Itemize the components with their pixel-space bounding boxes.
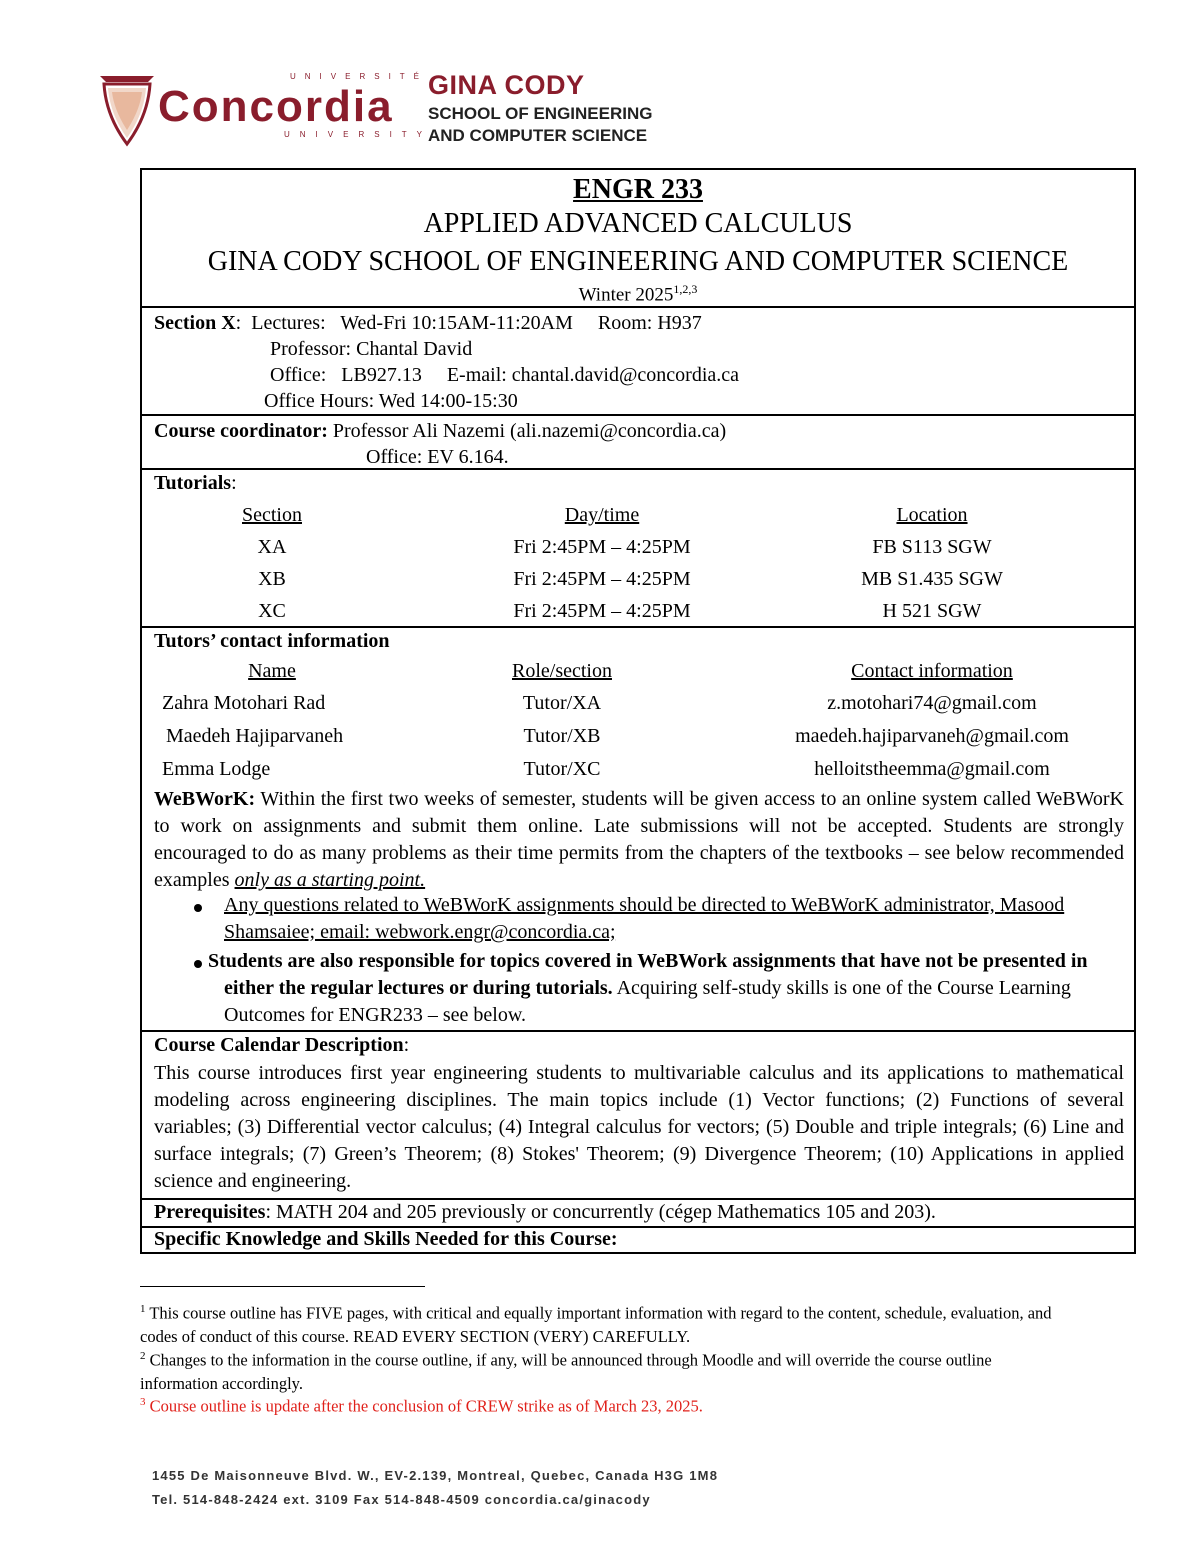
section-info [142, 306, 1134, 414]
tutor-name: Maedeh Hajiparvaneh [166, 725, 344, 747]
course-name: APPLIED ADVANCED CALCULUS [423, 208, 853, 239]
calendar-label: Course Calendar Description: [154, 1034, 410, 1056]
logo-school-line2: AND COMPUTER SCIENCE [428, 126, 648, 145]
tutor-role: Tutor/XB [523, 725, 601, 747]
footnote-divider [140, 1286, 425, 1287]
skills-needed [142, 1226, 1134, 1252]
tutorial-location: H 521 SGW [882, 600, 982, 622]
tutor-name: Zahra Motohari Rad [162, 692, 326, 714]
prerequisites-line: Prerequisites: MATH 204 and 205 previously or concurrently (cégep Mathematics 105 and 203). [154, 1201, 936, 1223]
logo-university: UNIVERSITY [284, 130, 433, 139]
webwork-admin-bullet[interactable]: Any questions related to WeBWorK assignments should be directed to WeBWorK administrator, Masood Shamsaiee; email: webwork.engr@concordia.ca; [224, 894, 1065, 943]
office-hours-line: Office Hours: Wed 14:00-15:30 [264, 390, 518, 412]
bullet-icon [194, 904, 202, 912]
tutors-header-contact: Contact information [851, 660, 1013, 682]
webwork-responsibility-bullet: Students are also responsible for topics covered in WeBWork assignments that have not be presented in either the regular lectures or during tutorials. Acquiring self-study skills is one of the Course Learning Outcomes for ENGR233 – see below. [208, 950, 1088, 1026]
page-header [98, 66, 698, 156]
logo-gina-cody: GINA CODY [428, 70, 585, 100]
term: Winter 2025$^{1,2,3}$ [578, 282, 698, 306]
term-footnote-refs: 1,2,3 [673, 282, 698, 296]
calendar-text: This course introduces first year engineering students to multivariable calculus and its applications to mathematical modeling across engineering disciplines. The main topics include (1) Vector functions; (2) Functions of several variables; (3) Differential vector calculus; (4) Integral calculus for vectors; (5) Double and triple integrals; (6) Line and surface integrals; (7) Green’s Theorem; (8) Stokes' Theorem; (9) Divergence Theorem; (10) Applications in applied science and engineering. [154, 1062, 1124, 1192]
tutorials-header-daytime: Day/time [564, 504, 640, 526]
title-block [142, 170, 1134, 306]
coordinator-line: Course coordinator: Professor Ali Nazemi (ali.nazemi@concordia.ca) [154, 420, 727, 442]
office-email-line: Office: LB927.13 E-mail: chantal.david@concordia.ca [270, 364, 740, 386]
skills-label: Specific Knowledge and Skills Needed for this Course: [154, 1228, 618, 1250]
course-outline-table [140, 168, 1136, 1254]
contact-line: Tel. 514-848-2424 ext. 3109 Fax 514-848-4509 concordia.ca/ginacody [152, 1492, 651, 1507]
tutorial-daytime: Fri 2:45PM – 4:25PM [513, 568, 691, 590]
tutor-name: Emma Lodge [162, 758, 271, 780]
coordinator-office: Office: EV 6.164. [366, 446, 509, 468]
footnote-1: $^1$ This course outline has FIVE pages, with critical and equally important information with regard to the content, schedule, evaluation, and codes of conduct of this course. READ EVERY SECTION (VERY) CAREFULLY. [140, 1303, 1052, 1346]
logo-concordia: Concordia [158, 82, 394, 131]
tutor-role: Tutor/XC [523, 758, 601, 780]
tutorial-location: FB S113 SGW [872, 536, 992, 558]
tutor-email[interactable]: z.motohari74@gmail.com [827, 692, 1037, 714]
school-name: GINA CODY SCHOOL OF ENGINEERING AND COMPUTER SCIENCE [207, 246, 1069, 277]
course-code: ENGR 233 [573, 174, 703, 205]
logo-universite: UNIVERSITÉ [290, 72, 429, 81]
prerequisites [142, 1198, 1134, 1226]
tutorials-label: Tutorials: [154, 472, 237, 494]
tutors-header-name: Name [248, 660, 296, 682]
tutorial-section: XC [258, 600, 286, 622]
concordia-crest-logo [98, 70, 156, 148]
tutors-header-role: Role/section [512, 660, 612, 682]
footnote-2: $^2$ Changes to the information in the course outline, if any, will be announced through Moodle and will override the course outline information accordingly. [140, 1350, 992, 1393]
tutor-role: Tutor/XA [522, 692, 602, 714]
address-line: 1455 De Maisonneuve Blvd. W., EV-2.139, Montreal, Quebec, Canada H3G 1M8 [152, 1468, 719, 1483]
tutors-webwork-block [142, 626, 1134, 1030]
tutorials-header-section: Section [242, 504, 302, 526]
coordinator-info [142, 414, 1134, 468]
calendar-description [142, 1030, 1134, 1198]
bullet-icon [194, 960, 202, 968]
logo-school-line1: SCHOOL OF ENGINEERING [428, 104, 653, 123]
footnote-3: $^3$ Course outline is update after the conclusion of CREW strike as of March 23, 2025. [140, 1396, 703, 1416]
tutorial-section: XB [258, 568, 286, 590]
tutorial-location: MB S1.435 SGW [861, 568, 1003, 590]
tutors-label: Tutors’ contact information [154, 630, 390, 652]
tutorials-block [142, 468, 1134, 626]
section-lectures-line: Section X: Lectures: Wed-Fri 10:15AM-11:20AM Room: H937 [154, 312, 702, 334]
webwork-emphasis: only as a starting point. [234, 869, 426, 891]
tutorial-daytime: Fri 2:45PM – 4:25PM [513, 536, 691, 558]
professor-line: Professor: Chantal David [270, 338, 473, 360]
tutor-email[interactable]: helloitstheemma@gmail.com [814, 758, 1050, 780]
tutor-email[interactable]: maedeh.hajiparvaneh@gmail.com [795, 725, 1069, 747]
webwork-paragraph: WeBWorK: Within the first two weeks of semester, students will be given access to an online system called WeBWorK to work on assignments and submit them online. Late submissions will not be accepted. Students are strongly encouraged to do as many problems as their time permits from the chapters of the textbooks – see below recommended examples only as a starting point. [154, 788, 1124, 891]
tutorial-section: XA [257, 536, 287, 558]
tutorial-daytime: Fri 2:45PM – 4:25PM [513, 600, 691, 622]
tutorials-header-location: Location [896, 504, 968, 526]
